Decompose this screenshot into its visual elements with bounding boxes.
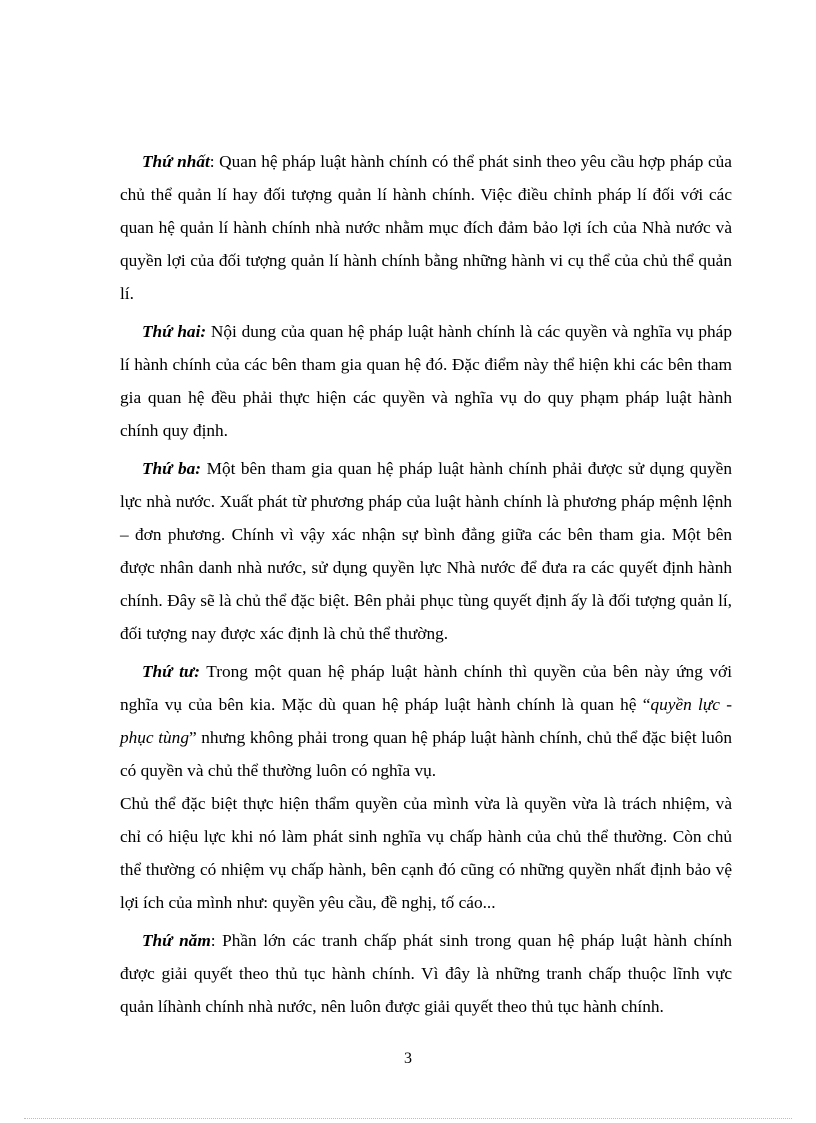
- paragraph-fourth: [120, 655, 732, 787]
- paragraph-second: [120, 315, 732, 447]
- lead-first-punct: :: [209, 152, 215, 171]
- paragraph-third-text: Một bên tham gia quan hệ pháp luật hành chính phải được sử dụng quyền lực nhà nước. Xuất phát từ phương pháp của luật hành chính là phương pháp mệnh lệnh – đơn phương. Chính vì vậy xác nhận sự bình đẳng giữa các bên tham gia. Một bên được nhân danh nhà nước, sử dụng quyền lực Nhà nước để đưa ra các quyết định hành chính. Đây sẽ là chủ thể đặc biệt. Bên phải phục tùng quyết định ấy là đối tượng quản lí, đối tượng nay được xác định là chủ thể thường.: [120, 459, 732, 643]
- paragraph-first-text: Quan hệ pháp luật hành chính có thể phát sinh theo yêu cầu hợp pháp của chủ thể quản lí hay đối tượng quản lí hành chính. Việc điều chỉnh pháp lí đối với các quan hệ quản lí hành chính nhà nước nhằm mục đích đảm bảo lợi ích của Nhà nước và quyền lợi của đối tượng quản lí hành chính bằng những hành vi cụ thể của chủ thể quản lí.: [120, 152, 732, 303]
- lead-third: Thứ ba:: [142, 459, 202, 478]
- lead-fifth: Thứ năm: [142, 931, 211, 950]
- paragraph-continued-text: Chủ thể đặc biệt thực hiện thẩm quyền của mình vừa là quyền vừa là trách nhiệm, và chỉ có hiệu lực khi nó làm phát sinh nghĩa vụ chấp hành của chủ thể thường. Còn chủ thể thường có nhiệm vụ chấp hành, bên cạnh đó cũng có những quyền nhất định bảo vệ lợi ích của mình như: quyền yêu cầu, đề nghị, tố cáo...: [120, 794, 732, 912]
- lead-first: Thứ nhất: [142, 152, 210, 171]
- paragraph-first: [120, 145, 732, 310]
- lead-second: Thứ hai:: [142, 322, 207, 341]
- paragraph-fifth-text: Phần lớn các tranh chấp phát sinh trong quan hệ pháp luật hành chính được giải quyết theo thủ tục hành chính. Vì đây là những tranh chấp thuộc lĩnh vực quản líhành chính nhà nước, nên luôn được giải quyết theo thủ tục hành chính.: [120, 931, 732, 1016]
- paragraph-second-text: Nội dung của quan hệ pháp luật hành chính là các quyền và nghĩa vụ pháp lí hành chính của các bên tham gia quan hệ đó. Đặc điểm này thể hiện khi các bên tham gia quan hệ đều phải thực hiện các quyền và nghĩa vụ do quy phạm pháp luật hành chính quy định.: [120, 322, 732, 440]
- quoted-phrase: quyền lực - phục tùng: [120, 695, 732, 747]
- footer-dotted-rule: [24, 1118, 792, 1119]
- body-text: [120, 145, 732, 1023]
- page-number: 3: [404, 1050, 412, 1067]
- lead-fourth: Thứ tư:: [142, 662, 201, 681]
- paragraph-third: [120, 452, 732, 650]
- paragraph-fifth: [120, 924, 732, 1023]
- lead-fifth-punct: :: [210, 931, 216, 950]
- paragraph-fourth-text-b: ” nhưng không phải trong quan hệ pháp luật hành chính, chủ thể đặc biệt luôn có quyền và chủ thể thường luôn có nghĩa vụ.: [120, 728, 733, 780]
- paragraph-fourth-text-a: Trong một quan hệ pháp luật hành chính thì quyền của bên này ứng với nghĩa vụ của bên kia. Mặc dù quan hệ pháp luật hành chính là quan hệ “: [120, 662, 732, 714]
- paragraph-fourth-continued: [120, 787, 732, 919]
